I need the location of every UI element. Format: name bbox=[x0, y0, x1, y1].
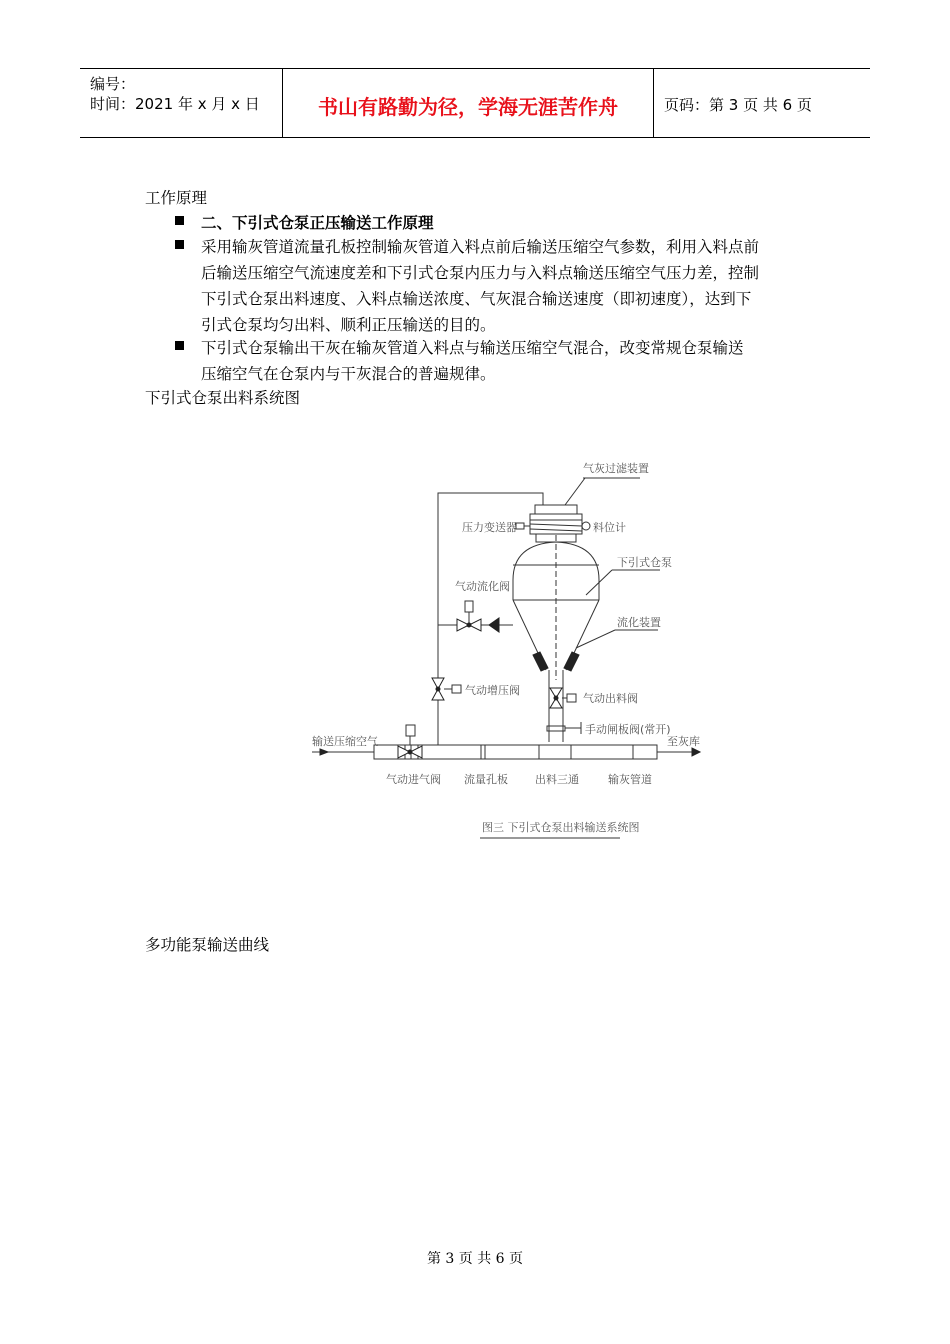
section-label: 工作原理 bbox=[145, 189, 208, 207]
label-orifice: 流量孔板 bbox=[464, 773, 508, 786]
label-bottom-pump: 下引式仓泵 bbox=[617, 556, 672, 569]
bullet-2-line-4: 引式仓泵均匀出料、顺利正压输送的目的。 bbox=[201, 316, 496, 334]
label-boost-valve: 气动增压阀 bbox=[465, 684, 520, 697]
label-gate-valve: 手动闸板阀(常开) bbox=[585, 723, 671, 736]
label-fluid-valve: 气动流化阀 bbox=[455, 580, 510, 593]
bullet-2-line-2: 后输送压缩空气流速度差和下引式仓泵内压力与入料点输送压缩空气压力差，控制 bbox=[201, 264, 760, 282]
label-filter: 气灰过滤装置 bbox=[583, 462, 649, 475]
number-label: 编号： bbox=[90, 75, 136, 93]
label-pressure-transmitter: 压力变送器 bbox=[462, 521, 517, 534]
label-inlet-valve: 气动进气阀 bbox=[386, 773, 441, 786]
label-air-in: 输送压缩空气 bbox=[312, 735, 378, 748]
diagram-caption: 图三 下引式仓泵出料输送系统图 bbox=[482, 821, 640, 834]
bullet-3-line-1: 下引式仓泵输出干灰在输灰管道入料点与输送压缩空气混合，改变常规仓泵输送 bbox=[201, 339, 744, 357]
bullet-1-line-1: 二、下引式仓泵正压输送工作原理 bbox=[201, 214, 434, 232]
diagram-title: 下引式仓泵出料系统图 bbox=[145, 389, 301, 407]
page-info: 页码：第 3 页 共 6 页 bbox=[664, 96, 812, 114]
bullet-2-line-3: 下引式仓泵出料速度、入料点输送浓度、气灰混合输送速度（即初速度），达到下 bbox=[201, 290, 752, 308]
curve-title: 多功能泵输送曲线 bbox=[145, 936, 270, 954]
page-footer: 第 3 页 共 6 页 bbox=[426, 1251, 524, 1267]
label-to-silo: 至灰库 bbox=[667, 735, 700, 748]
label-tee: 出料三通 bbox=[535, 773, 579, 786]
label-discharge-valve: 气动出料阀 bbox=[583, 692, 638, 705]
bullet-3-line-2: 压缩空气在仓泵内与干灰混合的普遍规律。 bbox=[201, 365, 496, 383]
label-fluidizer: 流化装置 bbox=[617, 616, 661, 629]
date-label: 时间：2021 年 x 月 x 日 bbox=[90, 95, 260, 113]
bullet-2-line-1: 采用输灰管道流量孔板控制输灰管道入料点前后输送压缩空气参数，利用入料点前 bbox=[201, 238, 760, 256]
label-pipe: 输灰管道 bbox=[608, 773, 652, 786]
label-level-meter: 料位计 bbox=[593, 521, 626, 534]
motto: 书山有路勤为径，学海无涯苦作舟 bbox=[318, 95, 618, 119]
